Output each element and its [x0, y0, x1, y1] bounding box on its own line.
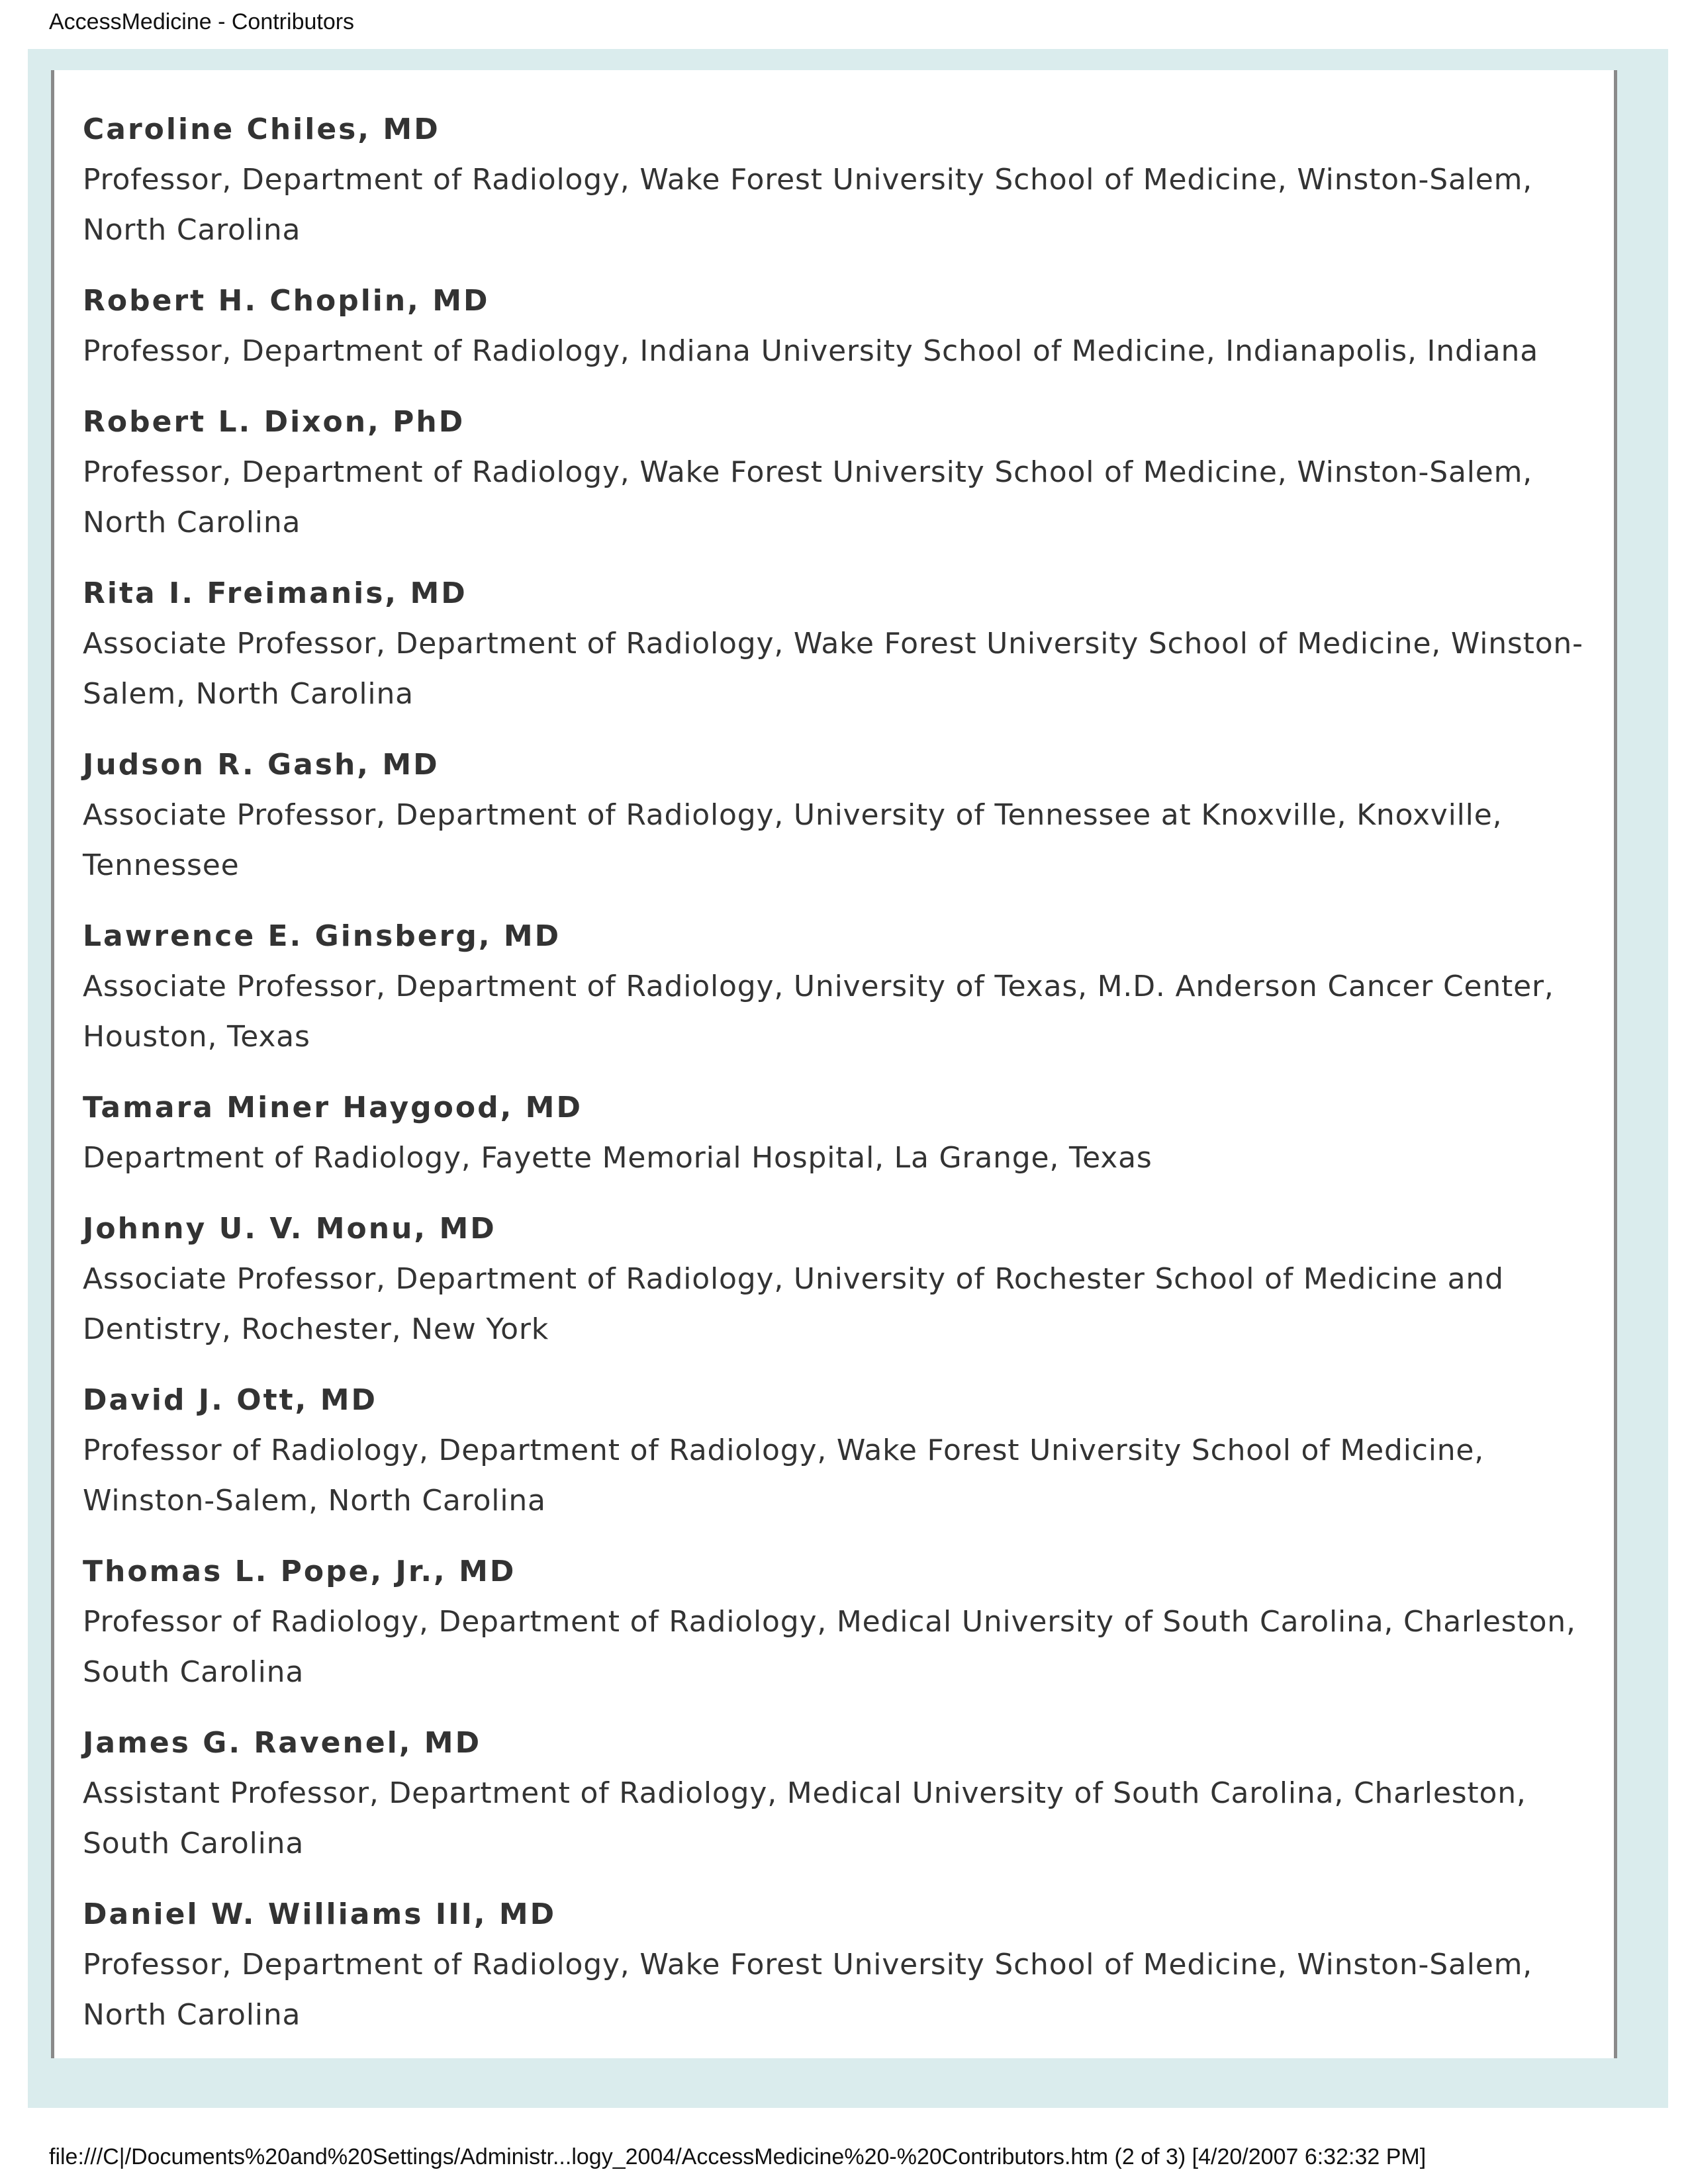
contributor-affiliation: Professor, Department of Radiology, Indiana University School of Medicine, Indianapolis, Indiana — [83, 334, 1538, 368]
page-footer-url: file:///C|/Documents%20and%20Settings/Administr...logy_2004/AccessMedicine%20-%20Contributors.htm (2 of 3) [4/20/2007 6:32:32 PM] — [49, 2144, 1427, 2169]
contributor-affiliation: Associate Professor, Department of Radiology, University of Tennessee at Knoxville, Knoxville, Tennessee — [83, 798, 1503, 882]
contributor-affiliation: Associate Professor, Department of Radiology, University of Texas, M.D. Anderson Cancer Center, Houston, Texas — [83, 970, 1554, 1054]
contributor-entry — [83, 569, 1599, 719]
contributor-name: Judson R. Gash, MD — [83, 748, 440, 782]
contributor-affiliation: Professor, Department of Radiology, Wake Forest University School of Medicine, Winston-Salem, North Carolina — [83, 163, 1533, 247]
contributor-name: James G. Ravenel, MD — [83, 1726, 482, 1760]
contributor-entry — [83, 1547, 1599, 1698]
contributor-name: Tamara Miner Haygood, MD — [83, 1091, 583, 1124]
contributor-name: Thomas L. Pope, Jr., MD — [83, 1555, 516, 1588]
contributor-affiliation: Assistant Professor, Department of Radiology, Medical University of South Carolina, Charleston, South Carolina — [83, 1776, 1526, 1860]
contributor-entry — [83, 397, 1599, 548]
contributor-entry — [83, 1718, 1599, 1869]
contributor-affiliation: Department of Radiology, Fayette Memorial Hospital, La Grange, Texas — [83, 1141, 1152, 1175]
contributor-entry — [83, 1083, 1599, 1183]
contributor-affiliation: Professor, Department of Radiology, Wake Forest University School of Medicine, Winston-Salem, North Carolina — [83, 1948, 1533, 2032]
contributor-entry — [83, 740, 1599, 891]
contributor-affiliation: Associate Professor, Department of Radiology, University of Rochester School of Medicine and Dentistry, Rochester, New York — [83, 1262, 1504, 1346]
contributor-name: Robert H. Choplin, MD — [83, 284, 490, 318]
contributor-name: David J. Ott, MD — [83, 1383, 378, 1417]
contributor-name: Robert L. Dixon, PhD — [83, 405, 465, 439]
page-header-title: AccessMedicine - Contributors — [49, 9, 355, 34]
contributors-list — [83, 105, 1599, 2061]
contributor-entry — [83, 911, 1599, 1062]
contributor-entry — [83, 276, 1599, 377]
contributor-affiliation: Associate Professor, Department of Radiology, Wake Forest University School of Medicine, Winston-Salem, North Carolina — [83, 627, 1583, 711]
contributor-name: Caroline Chiles, MD — [83, 113, 440, 146]
contributor-name: Daniel W. Williams III, MD — [83, 1897, 557, 1931]
contributor-name: Johnny U. V. Monu, MD — [83, 1212, 496, 1246]
contributor-affiliation: Professor of Radiology, Department of Radiology, Wake Forest University School of Medicine, Winston-Salem, North Carolina — [83, 1433, 1485, 1518]
contributor-affiliation: Professor, Department of Radiology, Wake Forest University School of Medicine, Winston-Salem, North Carolina — [83, 455, 1533, 539]
contributor-entry — [83, 105, 1599, 255]
contributor-affiliation: Professor of Radiology, Department of Radiology, Medical University of South Carolina, Charleston, South Carolina — [83, 1605, 1576, 1689]
contributors-panel — [51, 70, 1617, 2058]
contributor-name: Rita I. Freimanis, MD — [83, 576, 467, 610]
contributor-name: Lawrence E. Ginsberg, MD — [83, 919, 561, 953]
contributor-entry — [83, 1204, 1599, 1355]
contributor-entry — [83, 1375, 1599, 1526]
contributor-entry — [83, 1889, 1599, 2040]
